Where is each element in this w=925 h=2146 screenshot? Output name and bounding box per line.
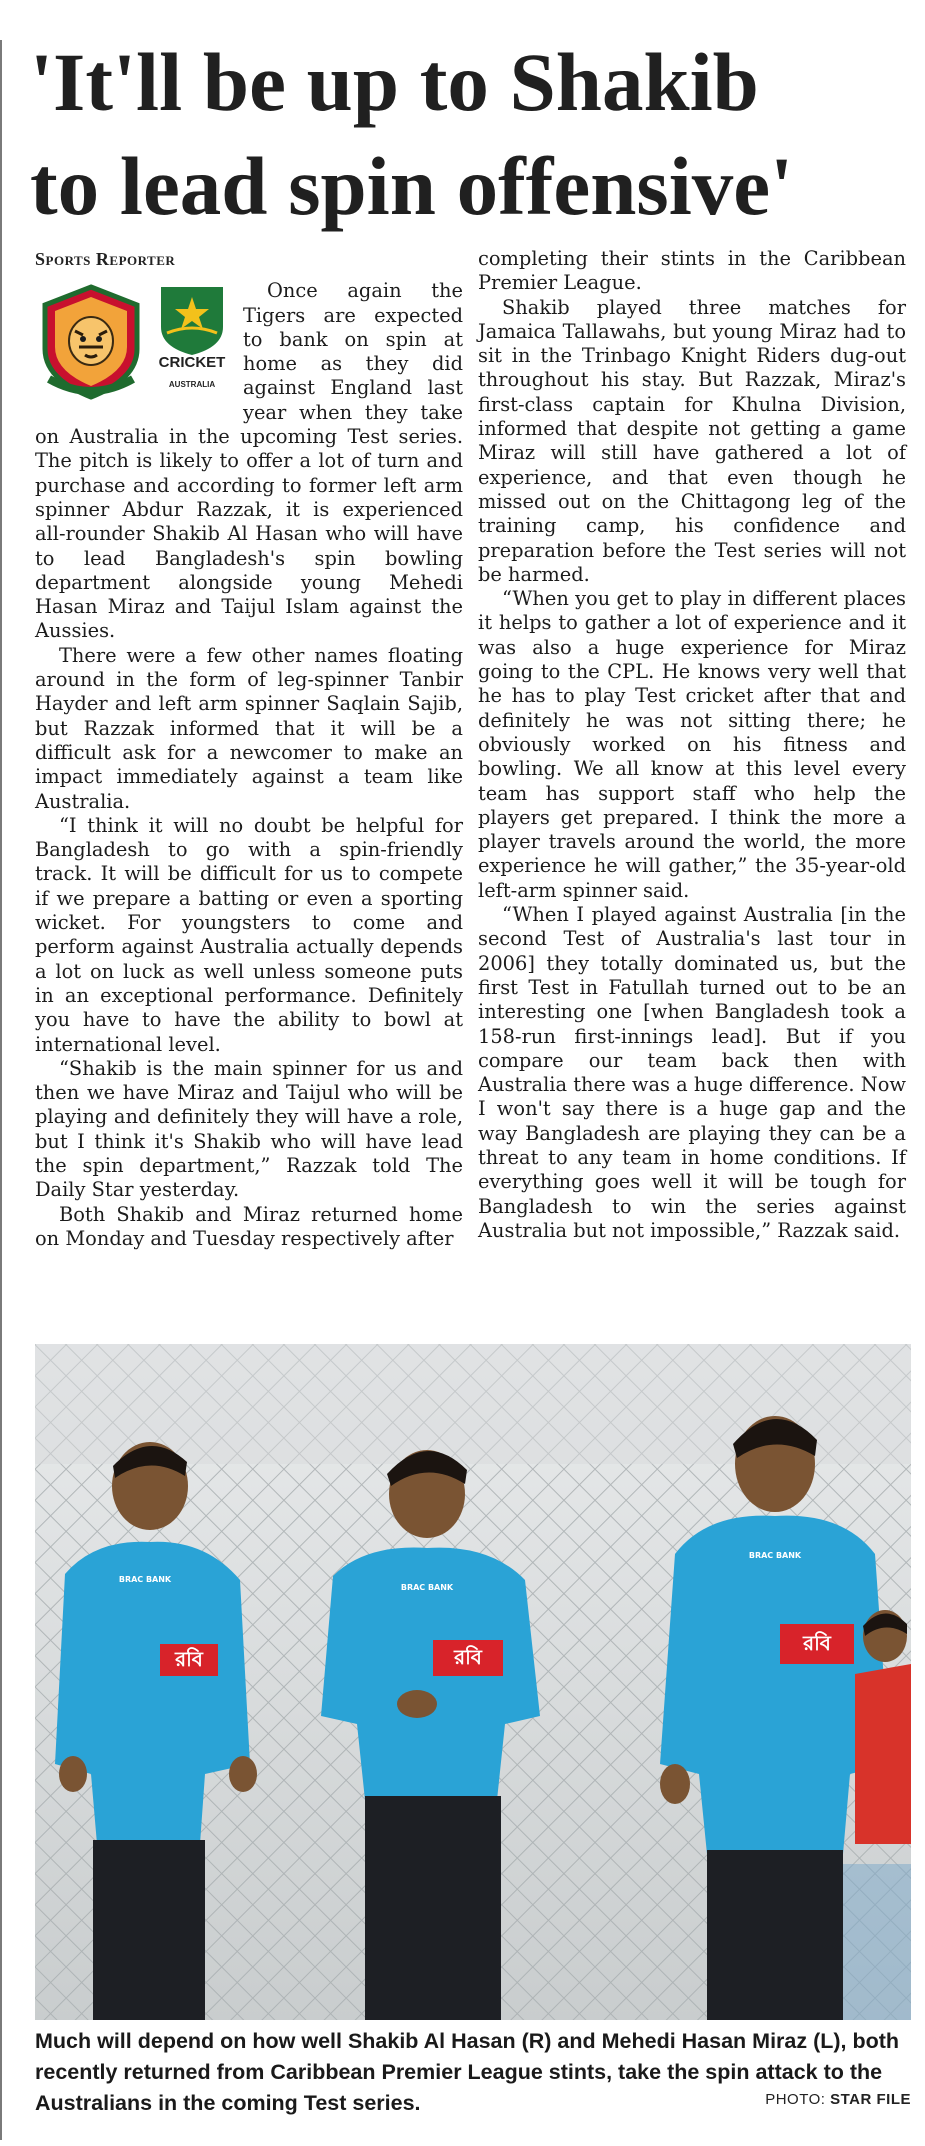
ca-logo-text: CRICKET bbox=[158, 354, 226, 372]
sponsor-text-right: রবি bbox=[803, 1631, 831, 1655]
ca-logo-subtext: AUSTRALIA bbox=[168, 380, 216, 390]
bank-text-middle: BRAC BANK bbox=[400, 1583, 454, 1592]
paragraph: completing their stints in the Caribbean Premier League. bbox=[478, 247, 906, 295]
news-photo bbox=[35, 1344, 911, 2020]
headline bbox=[30, 30, 910, 238]
paragraph: Shakib played three matches for Jamaica Tallawahs, but young Miraz had to sit in the Trinbago Knight Riders dug-out throughout his stay. But Razzak, Miraz's first-class captain for Khulna Division, informed that despite not getting a game Miraz will still have gathered a lot of experience, and that even though he missed out on the Chittagong leg of the training camp, his confidence and preparation before the Test series will not be harmed. bbox=[478, 295, 906, 586]
paragraph: Both Shakib and Miraz returned home on Monday and Tuesday respectively after bbox=[35, 1202, 463, 1250]
paragraph: “Shakib is the main spinner for us and then we have Miraz and Taijul who will be playing and definitely they will have a role, but I think it's Shakib who will have lead the spin department,” Razzak told The Daily Star yesterday. bbox=[35, 1056, 463, 1202]
bank-text-right: BRAC BANK bbox=[748, 1551, 802, 1560]
paragraph: “I think it will no doubt be helpful for Bangladesh to go with a spin-friendly track. It will be difficult for us to compete if we prepare a batting or even a sporting wicket. For youngsters to come and perform against Australia actually depends a lot on luck as well unless someone puts in an exceptional performance. Definitely you have to have the ability to bowl at international level. bbox=[35, 813, 463, 1056]
cricket-australia-logo-icon bbox=[153, 283, 231, 393]
headline-line-2: to lead spin offensive' bbox=[30, 140, 794, 232]
bank-text-left: BRAC BANK bbox=[118, 1575, 172, 1584]
paragraph: “When I played against Australia [in the second Test of Australia's last tour in 2006] they totally dominated us, but the first Test in Fatullah turned out to be an interesting one [when Bangladesh took a 158-run first-innings lead]. But if you compare our team back then with Australia there was a huge difference. Now I won't say there is a huge gap and the way Bangladesh are playing they can be a threat to any team in home conditions. If everything goes well it will be tough for Bangladesh to win the series against Australia but not impossible,” Razzak said. bbox=[478, 903, 906, 1242]
sponsor-text-left: রবি bbox=[175, 1647, 203, 1671]
sponsor-text-middle: রবি bbox=[454, 1645, 482, 1669]
article-column-right bbox=[478, 247, 906, 1297]
photo-credit-source: STAR FILE bbox=[830, 2091, 911, 2108]
article-column-left bbox=[35, 247, 463, 1297]
photo-caption: Much will depend on how well Shakib Al Hasan (R) and Mehedi Hasan Miraz (L), both recently returned from Caribbean Premier League stints, take the spin attack to the Australians in the coming Test series. bbox=[35, 2029, 900, 2115]
paragraph: “When you get to play in different places it helps to gather a lot of experience and it was also a huge experience for Miraz going to the CPL. He knows very well that he has to play Test cricket after that and definitely he was not sitting there; he obviously worked on his fitness and bowling. We all know at this level every team has support staff who help the players get prepared. I think the more a player travels around the world, the more experience he will gather,” the 35-year-old left-arm spinner said. bbox=[478, 587, 906, 902]
photo-credit bbox=[765, 2091, 911, 2108]
team-logos bbox=[35, 281, 231, 405]
bcb-logo-icon bbox=[35, 283, 147, 401]
photo-credit-label: PHOTO: bbox=[765, 2091, 826, 2108]
headline-line-1: 'It'll be up to Shakib bbox=[30, 36, 759, 128]
column-rule bbox=[0, 40, 2, 2140]
byline: Sports Reporter bbox=[35, 249, 176, 269]
paragraph: Once again the Tigers are expected to bank on spin at home as they did against England last year when they take on Australia in the upcoming Test series. The pitch is likely to offer a lot of turn and purchase and according to former left arm spinner Abdur Razzak, it is experienced all-rounder Shakib Al Hasan who will have to lead Bangladesh's spin bowling department alongside young Mehedi Hasan Miraz and Taijul Islam against the Aussies. bbox=[35, 279, 463, 643]
players-photo-illustration bbox=[35, 1344, 911, 2020]
paragraph: There were a few other names floating around in the form of leg-spinner Tanbir Hayder and left arm spinner Saqlain Sajib, but Razzak informed that it will be a difficult ask for a newcomer to make an impact immediately against a team like Australia. bbox=[35, 643, 463, 813]
